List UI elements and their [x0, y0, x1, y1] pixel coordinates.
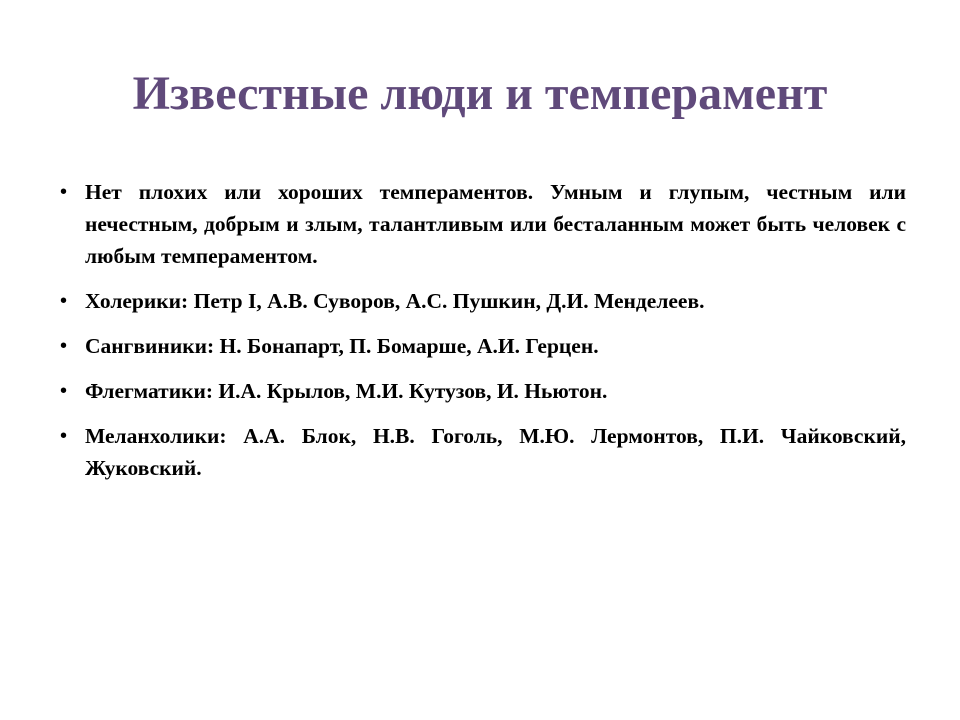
bullet-text: Флегматики: И.А. Крылов, М.И. Кутузов, И. Ньютон. [85, 379, 608, 403]
slide-title: Известные люди и темперамент [132, 67, 828, 120]
bullet-item-melancholics [60, 420, 906, 484]
bullet-list [60, 176, 906, 497]
bullet-text: Холерики: Петр I, А.В. Суворов, А.С. Пушкин, Д.И. Менделеев. [85, 289, 705, 313]
bullet-item-phlegmatics [60, 375, 906, 407]
bullet-item-sanguines [60, 330, 906, 362]
bullet-item-cholerics [60, 285, 906, 317]
bullet-text: Нет плохих или хороших темпераментов. Умным и глупым, честным или нечестным, добрым и злым, талантливым или бесталанным может быть человек с любым темпераментом. [85, 180, 906, 268]
bullet-text: Сангвиники: Н. Бонапарт, П. Бомарше, А.И. Герцен. [85, 334, 599, 358]
bullet-text: Меланхолики: А.А. Блок, Н.В. Гоголь, М.Ю. Лермонтов, П.И. Чайковский, Жуковский. [85, 424, 906, 480]
bullet-item-temperament-note [60, 176, 906, 272]
